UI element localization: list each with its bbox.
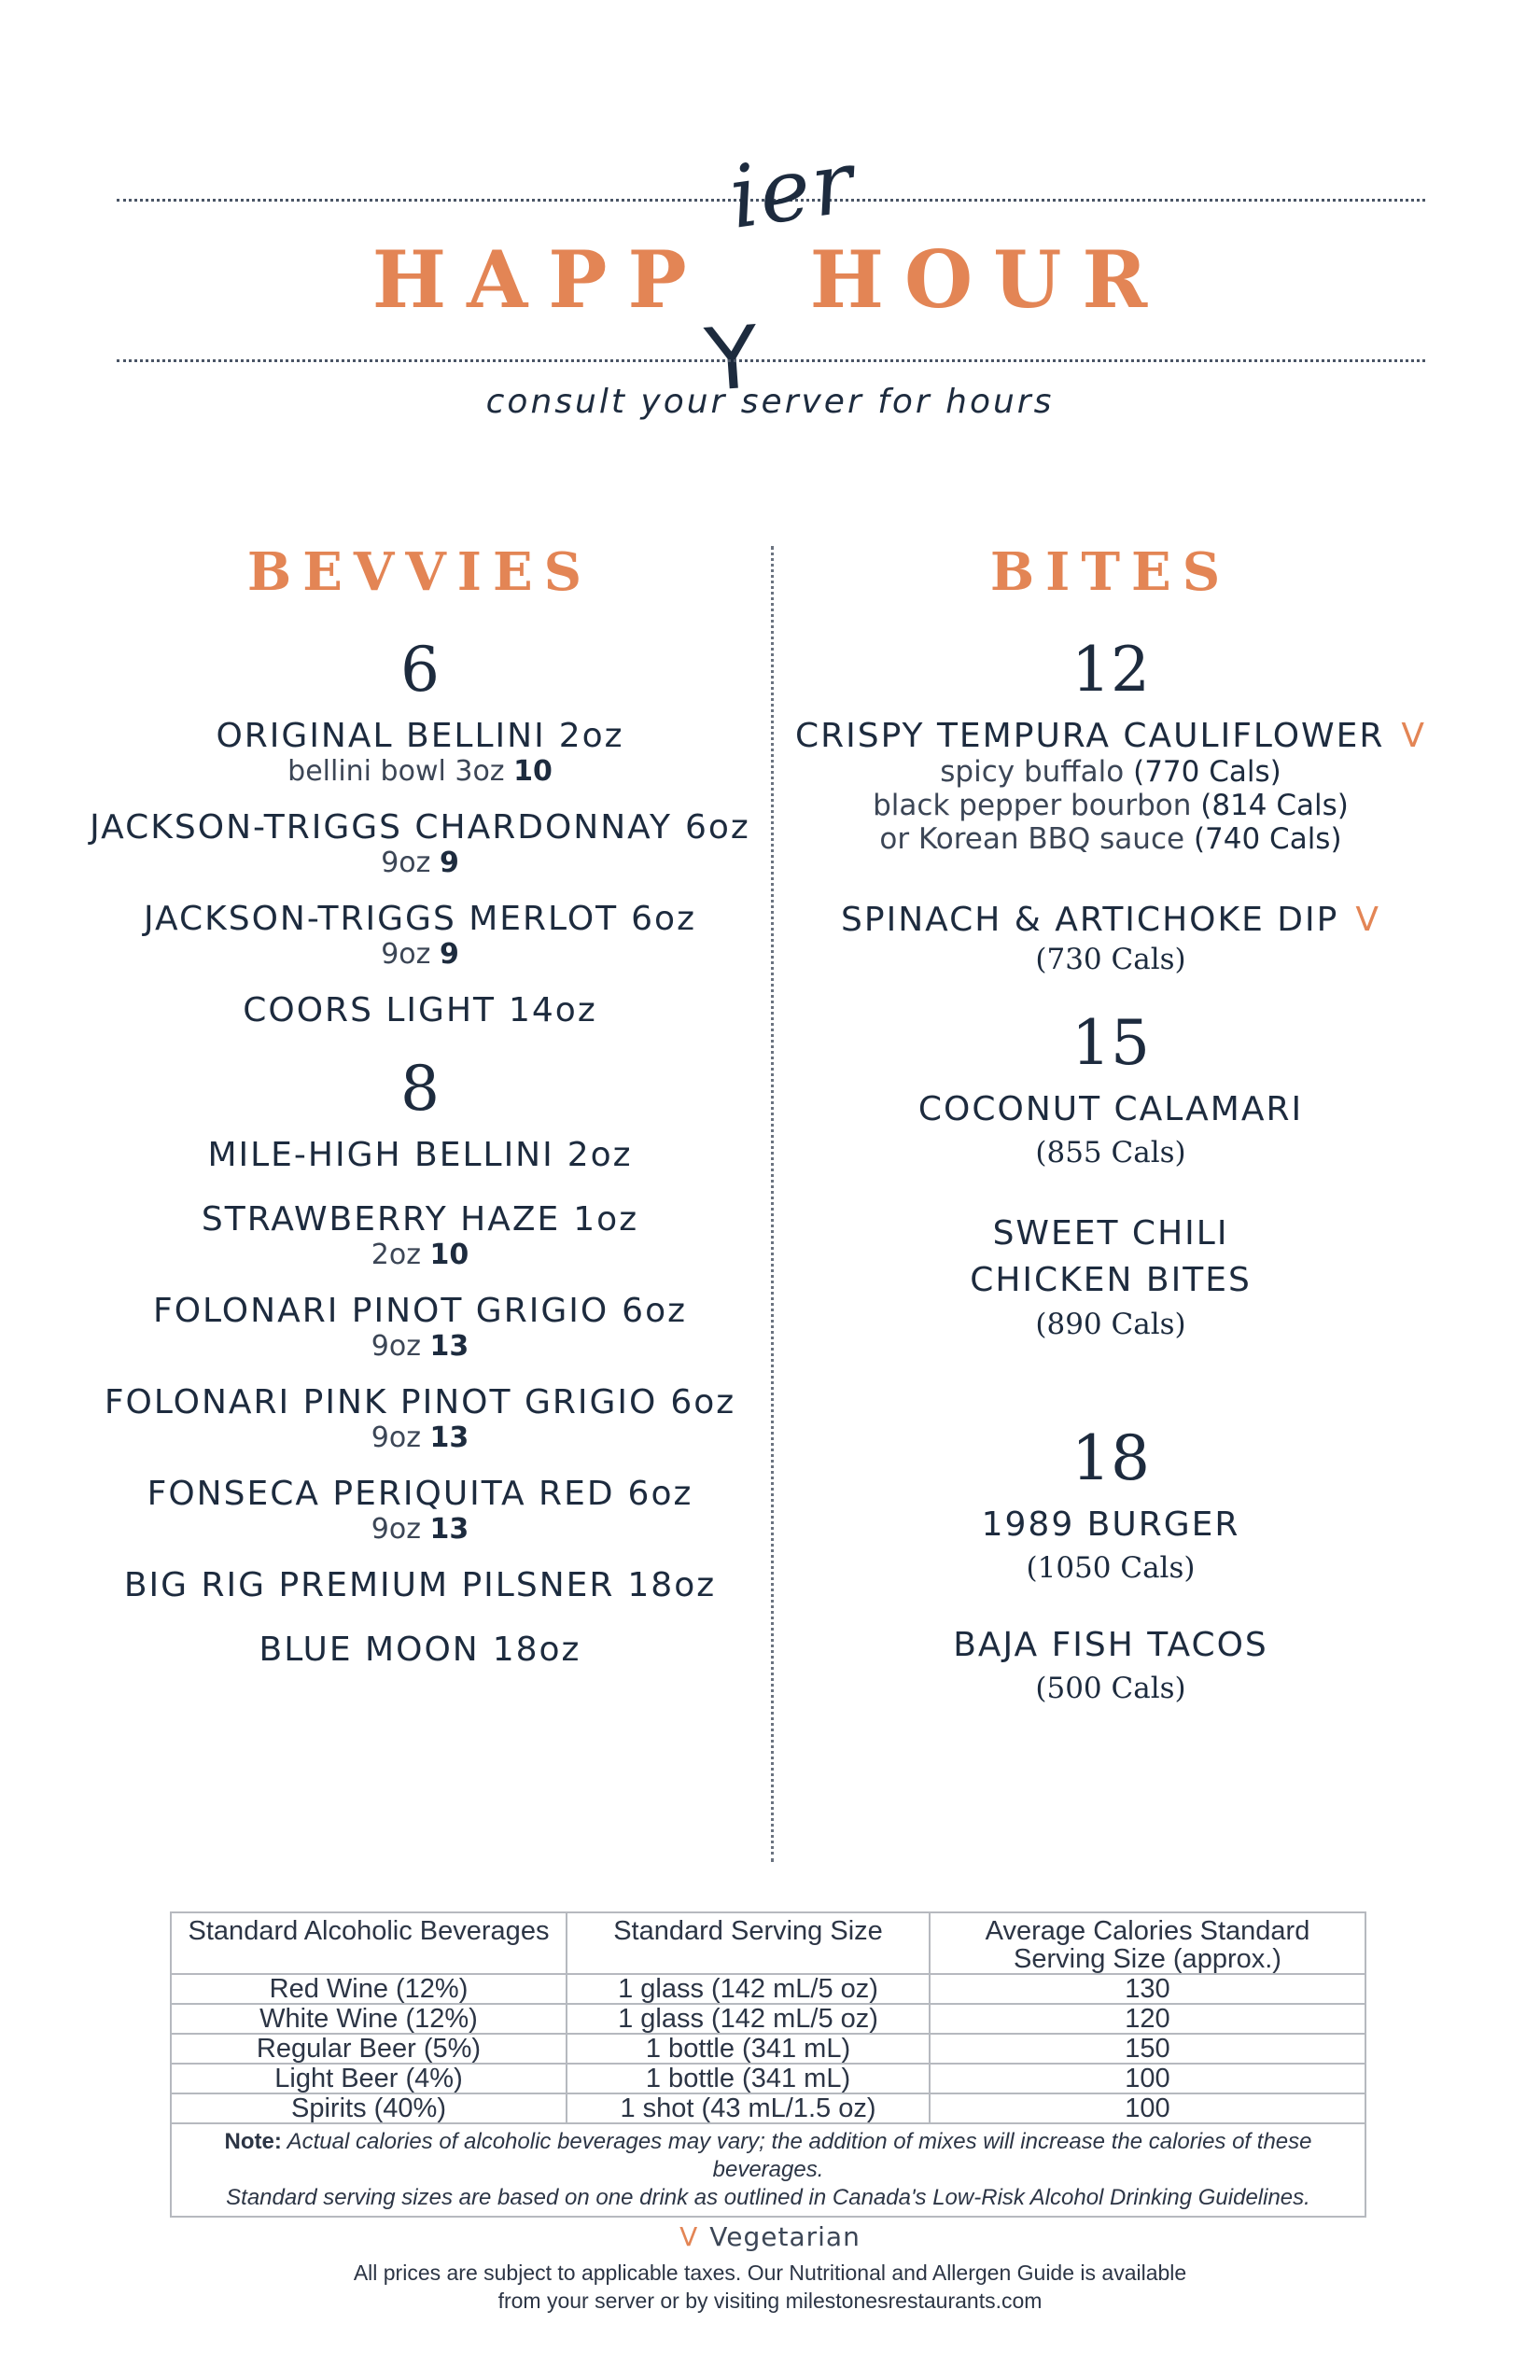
page-title: HAPP Y HOUR bbox=[371, 233, 1169, 411]
vegetarian-icon: V bbox=[1355, 901, 1380, 939]
crossed-out-letter: Y bbox=[701, 307, 762, 411]
list-item: STRAWBERRY HAZE 1oz 2oz 10 bbox=[201, 1200, 639, 1271]
bites-column bbox=[793, 541, 1428, 1705]
vegetarian-icon: V bbox=[1401, 717, 1427, 755]
vegetarian-legend: V Vegetarian bbox=[679, 2221, 861, 2252]
table-header: Standard Alcoholic Beverages bbox=[171, 1912, 567, 1974]
table-row: Regular Beer (5%) 1 bottle (341 mL) 150 bbox=[171, 2034, 1365, 2064]
bevvies-column bbox=[56, 541, 784, 1669]
price-heading: 18 bbox=[1071, 1422, 1150, 1494]
list-item: COCONUT CALAMARI (855 Cals) bbox=[917, 1090, 1304, 1169]
list-item: COORS LIGHT 14oz bbox=[243, 991, 597, 1029]
vegetarian-icon: V bbox=[679, 2221, 699, 2252]
table-row: Spirits (40%) 1 shot (43 mL/1.5 oz) 100 bbox=[171, 2093, 1365, 2123]
bites-title: BITES bbox=[989, 541, 1232, 603]
footer-disclaimer: All prices are subject to applicable taxes. Our Nutritional and Allergen Guide is available from your server or by visiting milestonesrestaurants.com bbox=[353, 2261, 1187, 2313]
list-item: ORIGINAL BELLINI 2oz bellini bowl 3oz 10 bbox=[216, 717, 624, 788]
table-note: Note: Actual calories of alcoholic beverages may vary; the addition of mixes will increase the calories of these beverages. Standard serving sizes are based on one drink as outlined in Canada's Low-Risk Alcohol Drinking Guidelines. bbox=[171, 2123, 1365, 2217]
list-item: JACKSON-TRIGGS MERLOT 6oz 9oz 9 bbox=[144, 900, 696, 971]
subtitle: consult your server for hours bbox=[485, 383, 1055, 421]
table-row: Light Beer (4%) 1 bottle (341 mL) 100 bbox=[171, 2064, 1365, 2093]
list-item: CRISPY TEMPURA CAULIFLOWER V spicy buffalo (770 Cals) black pepper bourbon (814 Cals) or Korean BBQ sauce (740 Cals) bbox=[794, 717, 1427, 856]
price-heading: 15 bbox=[1071, 1007, 1150, 1079]
bevvies-title: BEVVIES bbox=[246, 541, 594, 603]
standard-drinks-table bbox=[170, 1911, 1366, 2218]
price-heading: 12 bbox=[1071, 634, 1150, 706]
handwritten-insert: ier bbox=[723, 132, 861, 248]
list-item: FOLONARI PINOT GRIGIO 6oz 9oz 13 bbox=[152, 1292, 687, 1363]
list-item: FONSECA PERIQUITA RED 6oz 9oz 13 bbox=[147, 1475, 693, 1546]
list-item: SWEET CHILI CHICKEN BITES (890 Cals) bbox=[970, 1214, 1252, 1341]
list-item: BLUE MOON 18oz bbox=[259, 1631, 581, 1669]
table-row: Red Wine (12%) 1 glass (142 mL/5 oz) 130 bbox=[171, 1974, 1365, 2004]
table-row: White Wine (12%) 1 glass (142 mL/5 oz) 120 bbox=[171, 2004, 1365, 2034]
list-item: JACKSON-TRIGGS CHARDONNAY 6oz 9oz 9 bbox=[90, 808, 750, 879]
list-item: BIG RIG PREMIUM PILSNER 18oz bbox=[123, 1566, 717, 1604]
list-item: FOLONARI PINK PINOT GRIGIO 6oz 9oz 13 bbox=[104, 1383, 736, 1454]
table-header: Standard Serving Size bbox=[567, 1912, 930, 1974]
list-item: BAJA FISH TACOS (500 Cals) bbox=[953, 1626, 1268, 1705]
list-item: MILE-HIGH BELLINI 2oz bbox=[207, 1136, 633, 1174]
price-heading: 6 bbox=[400, 634, 440, 706]
table-header: Average Calories Standard Serving Size (approx.) bbox=[930, 1912, 1365, 1974]
list-item: 1989 BURGER (1050 Cals) bbox=[981, 1505, 1240, 1585]
list-item: SPINACH & ARTICHOKE DIP V (730 Cals) bbox=[841, 901, 1380, 976]
bottom-divider bbox=[117, 359, 1425, 362]
price-heading: 8 bbox=[400, 1053, 440, 1125]
